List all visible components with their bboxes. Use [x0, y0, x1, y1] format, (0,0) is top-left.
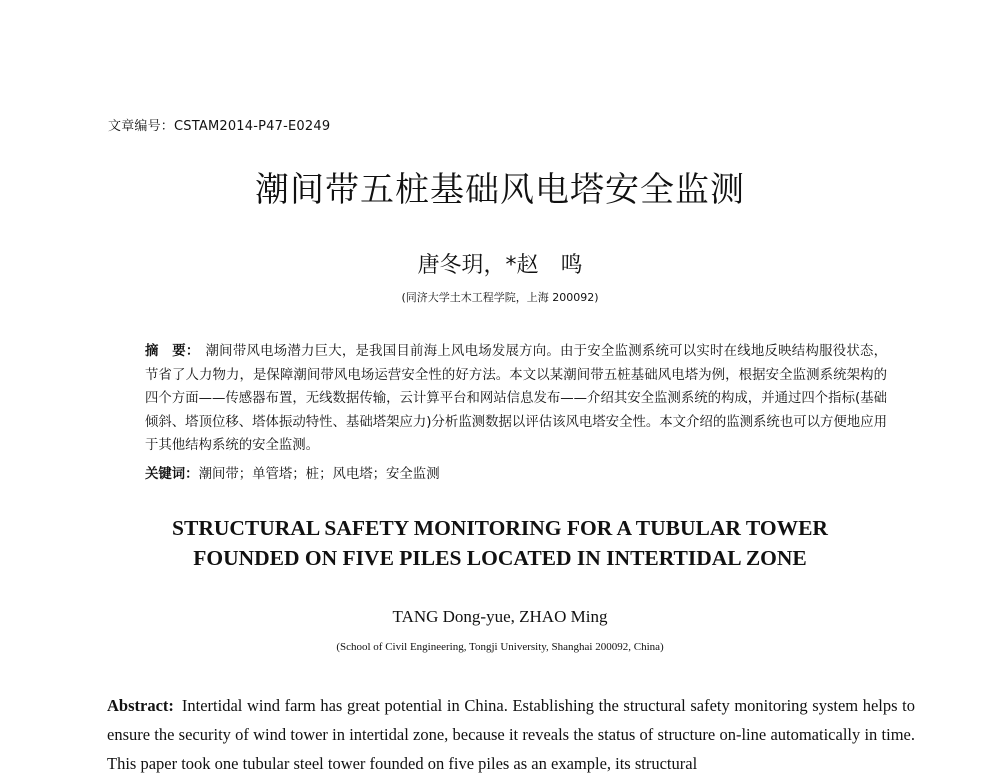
- english-title-line-2: FOUNDED ON FIVE PILES LOCATED IN INTERTIDAL ZONE: [193, 546, 807, 570]
- english-abstract: [107, 691, 915, 778]
- chinese-authors: 唐冬玥，*赵 鸣: [417, 253, 583, 278]
- chinese-keywords-label: 关键词：: [145, 467, 199, 482]
- english-abstract-label: Abstract:: [107, 696, 174, 715]
- chinese-keywords: [145, 464, 887, 486]
- english-authors: TANG Dong-yue, ZHAO Ming: [392, 607, 608, 626]
- chinese-abstract-label: 摘 要：: [145, 344, 200, 359]
- chinese-abstract-text: 潮间带风电场潜力巨大，是我国目前海上风电场发展方向。由于安全监测系统可以实时在线地反映结构服役状态，节省了人力物力，是保障潮间带风电场运营安全性的好方法。本文以某潮间带五桩基础风电塔为例，根据安全监测系统架构的四个方面——传感器布置，无线数据传输，云计算平台和网站信息发布——介绍其安全监测系统的构成，并通过四个指标(基础倾斜、塔顶位移、塔体振动特性、基础塔架应力)分析监测数据以评估该风电塔安全性。本文介绍的监测系统也可以方便地应用于其他结构系统的安全监测。: [145, 344, 888, 454]
- english-abstract-text: Intertidal wind farm has great potential in China. Establishing the structural safety monitoring system helps to ensure the security of wind tower in intertidal zone, because it reveals the status of structure on-line automatically in time. This paper took one tubular steel tower founded on five piles as an example, its structural: [107, 696, 915, 773]
- chinese-keywords-text: 潮间带；单管塔；桩；风电塔；安全监测: [198, 467, 440, 482]
- english-title: [0, 513, 1000, 573]
- english-affiliation: (School of Civil Engineering, Tongji University, Shanghai 200092, China): [336, 641, 664, 653]
- chinese-affiliation: (同济大学土木工程学院，上海 200092): [401, 291, 599, 304]
- chinese-abstract: [145, 340, 887, 458]
- article-number: 文章编号：CSTAM2014-P47-E0249: [108, 119, 331, 134]
- english-title-line-1: STRUCTURAL SAFETY MONITORING FOR A TUBULAR TOWER: [172, 516, 828, 540]
- chinese-title: 潮间带五桩基础风电塔安全监测: [255, 170, 745, 210]
